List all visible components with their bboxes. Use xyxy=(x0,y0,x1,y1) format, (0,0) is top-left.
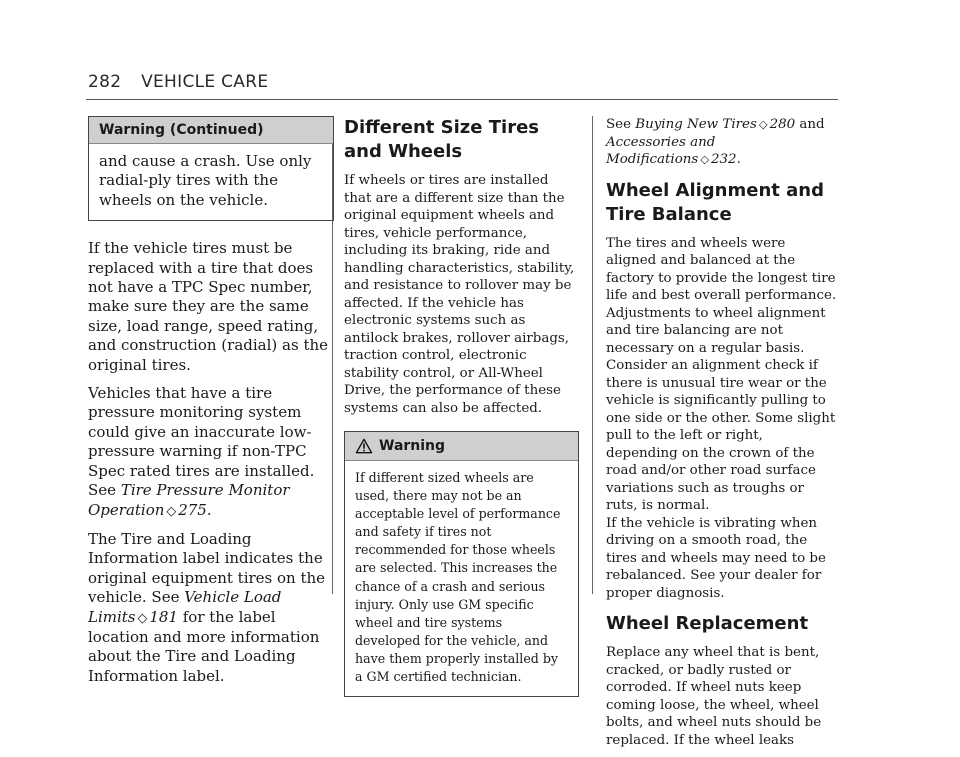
header-rule xyxy=(86,99,838,100)
warning-continued-box xyxy=(88,116,334,221)
paragraph-wheel-replacement: Replace any wheel that is bent, cracked, or badly rusted or corroded. If wheel nuts keep coming loose, the wheel, wheel bolts, and wheel nuts should be replaced. If the wheel leaks xyxy=(606,645,822,748)
xref-icon: ◇ xyxy=(700,152,710,166)
link-vehicle-load-limits[interactable]: Vehicle Load Limits xyxy=(88,588,282,626)
xref-icon: ◇ xyxy=(166,503,177,519)
warning-continued-text: and cause a crash. Use only radial-ply tires with the wheels on the vehicle. xyxy=(99,152,312,209)
paragraph-tpc-replacement: If the vehicle tires must be replaced with a tire that does not have a TPC Spec number, make sure they are the same size, load range, speed rating, and construction (radial) as the original tires. xyxy=(88,239,329,374)
page-ref-275[interactable]: 275 xyxy=(178,500,207,519)
section-title: VEHICLE CARE xyxy=(141,72,269,92)
paragraph-see-references: See Buying New Tires ◇ 280 and Accessories and Modifications ◇ 232. xyxy=(606,117,825,167)
page-ref-181[interactable]: 181 xyxy=(149,607,178,626)
xref-icon: ◇ xyxy=(758,117,768,131)
page-number: 282 xyxy=(88,72,122,92)
heading-wheel-replacement: Wheel Replacement xyxy=(606,613,809,634)
warning-text: If different sized wheels are used, there may not be an acceptable level of performance and safety if tires not recommended for those wheels are selected. This increases the chance of a crash and serious injury. Only use GM specific wheel and tire systems developed for the vehicle, and have them properly installed by a GM certified technician. xyxy=(355,470,561,685)
paragraph-vibration: If the vehicle is vibrating when driving on a smooth road, the tires and wheels may need to be rebalanced. See your dealer for proper diagnosis. xyxy=(606,515,826,601)
heading-wheel-alignment: Wheel Alignment and Tire Balance xyxy=(606,179,824,225)
page-header xyxy=(88,72,268,92)
heading-different-size-tires: Different Size Tires and Wheels xyxy=(344,117,540,162)
column-3 xyxy=(606,116,838,757)
link-accessories-modifications[interactable]: Accessories and Modifications xyxy=(606,134,716,167)
paragraph-loading-label: The Tire and Loading Information label indicates the original equipment tires on the vehicle. See Vehicle Load Limits ◇ 181 for the label location and more information about the Tire and Loading Information label. xyxy=(88,529,326,685)
warning-title: Warning xyxy=(379,438,446,454)
paragraph-tpms: Vehicles that have a tire pressure monitoring system could give an inaccurate low-pressure warning if non-TPC Spec rated tires are installed. See Tire Pressure Monitor Operation ◇ 275. xyxy=(88,384,315,519)
column-divider-2 xyxy=(592,116,593,594)
link-buying-new-tires[interactable]: Buying New Tires xyxy=(635,117,757,132)
page-ref-280[interactable]: 280 xyxy=(769,117,796,132)
link-tire-pressure-monitor[interactable]: Tire Pressure Monitor Operation xyxy=(88,481,290,519)
warning-continued-title: Warning (Continued) xyxy=(89,117,333,144)
warning-box xyxy=(344,431,579,697)
paragraph-different-size: If wheels or tires are installed that are a different size than the original equipment wheels and tires, vehicle performance, including its braking, ride and handling characteristics, stability, and resistance to rollover may be affected. If the vehicle has electronic systems such as antilock brakes, rollover airbags, traction control, electronic stability control, or All-Wheel Drive, the performance of these systems can also be affected. xyxy=(344,173,575,416)
xref-icon: ◇ xyxy=(137,610,148,626)
column-2 xyxy=(344,116,579,715)
column-1 xyxy=(88,116,334,695)
paragraph-alignment: The tires and wheels were aligned and balanced at the factory to provide the longest tire life and best overall performance. Adjustments to wheel alignment and tire balancing are not necessary on a regular basis. Consider an alignment check if there is unusual tire wear or the vehicle is significantly pulling to one side or the other. Some slight pull to the left or right, depending on the crown of the road and/or other road surface variations such as troughs or ruts, is normal. xyxy=(606,235,837,513)
page-ref-232[interactable]: 232 xyxy=(711,152,737,167)
warning-triangle-icon xyxy=(355,438,373,454)
